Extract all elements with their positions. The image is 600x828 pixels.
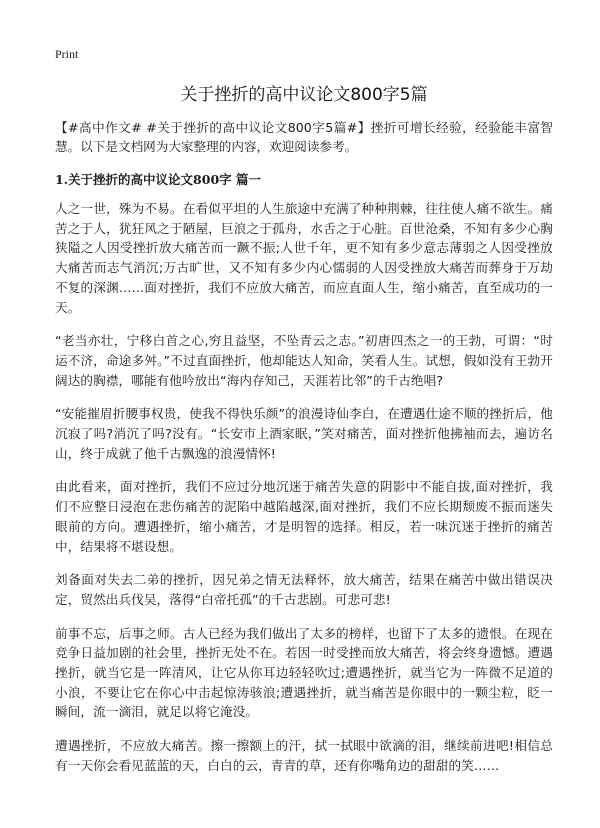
paragraph: “安能摧眉折腰事权贵，使我不得快乐颜”的浪漫诗仙李白，在遭遇仕途不顺的挫折后，他沉寂了吗?消沉了吗?没有。“长安市上酒家眠，”笑对痛苦，面对挫折他拂袖而去，遍访名山，终于成就了他千古飘逸的浪漫情怀! (55, 406, 553, 461)
paragraph: 人之一世，殊为不易。在看似平坦的人生旅途中充满了种种荆棘，往往使人痛不欲生。痛苦之于人，犹狂风之于陋屋，巨浪之于孤舟，水舌之于心脏。百世沧桑，不知有多少心胸狭隘之人因受挫折放大痛苦而一蹶不振;人世千年，更不知有多少意志薄弱之人因受挫放大痛苦而志气消沉;万古旷世，又不知有多少内心懦弱的人因受挫放大痛苦而葬身于万劫不复的深渊……面对挫折，我们不应放大痛苦，而应直面人生，缩小痛苦，直至成功的一天。 (55, 201, 553, 315)
paragraph: 刘备面对失去二弟的挫折，因兄弟之情无法释怀，放大痛苦，结果在痛苦中做出错误决定，贸然出兵伐吴，落得“白帝托孤”的千古悲剧。可悲可悲! (55, 572, 553, 607)
paragraph: 由此看来，面对挫折，我们不应过分地沉迷于痛苦失意的阴影中不能自拔,面对挫折，我们不应整日浸泡在悲伤痛苦的泥陷中越陷越深,面对挫折，我们不应长期颓废不振而迷失眼前的方向。遭遇挫折，缩小痛苦，才是明智的选择。相反，若一味沉迷于挫折的痛苦中，结果将不堪设想。 (55, 479, 553, 554)
paragraph: 前事不忘，后事之师。古人已经为我们做出了太多的榜样，也留下了太多的遗恨。在现在竞争日益加剧的社会里，挫折无处不在。若因一时受挫而放大痛苦，将会终身遗憾。遭遇挫折，就当它是一阵清风，让它从你耳边轻轻吹过;遭遇挫折，就当它为一阵微不足道的小浪，不要让它在你心中击起惊涛骇浪;遭遇挫折，就当痛苦是你眼中的一颗尘粒，眨一瞬间，流一滴泪，就足以将它淹没。 (55, 625, 553, 720)
paragraph: “老当亦壮，宁移白首之心,穷且益坚，不坠青云之志。”初唐四杰之一的王勃，可谓：“时运不济，命途多舛。”不过直面挫折，他却能达人知命，笑看人生。试想，假如没有王勃开阔达的胸襟，哪能有他吟放出“海内存知己，天涯若比邻”的千古绝唱? (55, 333, 553, 388)
print-label: Print (55, 47, 79, 61)
paragraph: 遭遇挫折，不应放大痛苦。擦一擦额上的汗，拭一拭眼中欲滴的泪，继续前进吧!相信总有一天你会看见蓝蓝的天，白白的云，青青的草，还有你嘴角边的甜甜的笑…… (55, 738, 553, 773)
article-body (55, 199, 553, 790)
section-heading: 1.关于挫折的高中议论文800字 篇一 (55, 172, 261, 187)
intro-paragraph: 【#高中作文# #关于挫折的高中议论文800字5篇#】挫折可增长经验，经验能丰富智慧。以下是文档网为大家整理的内容，欢迎阅读参考。 (55, 120, 553, 154)
page-title: 关于挫折的高中议论文800字5篇 (180, 85, 428, 105)
